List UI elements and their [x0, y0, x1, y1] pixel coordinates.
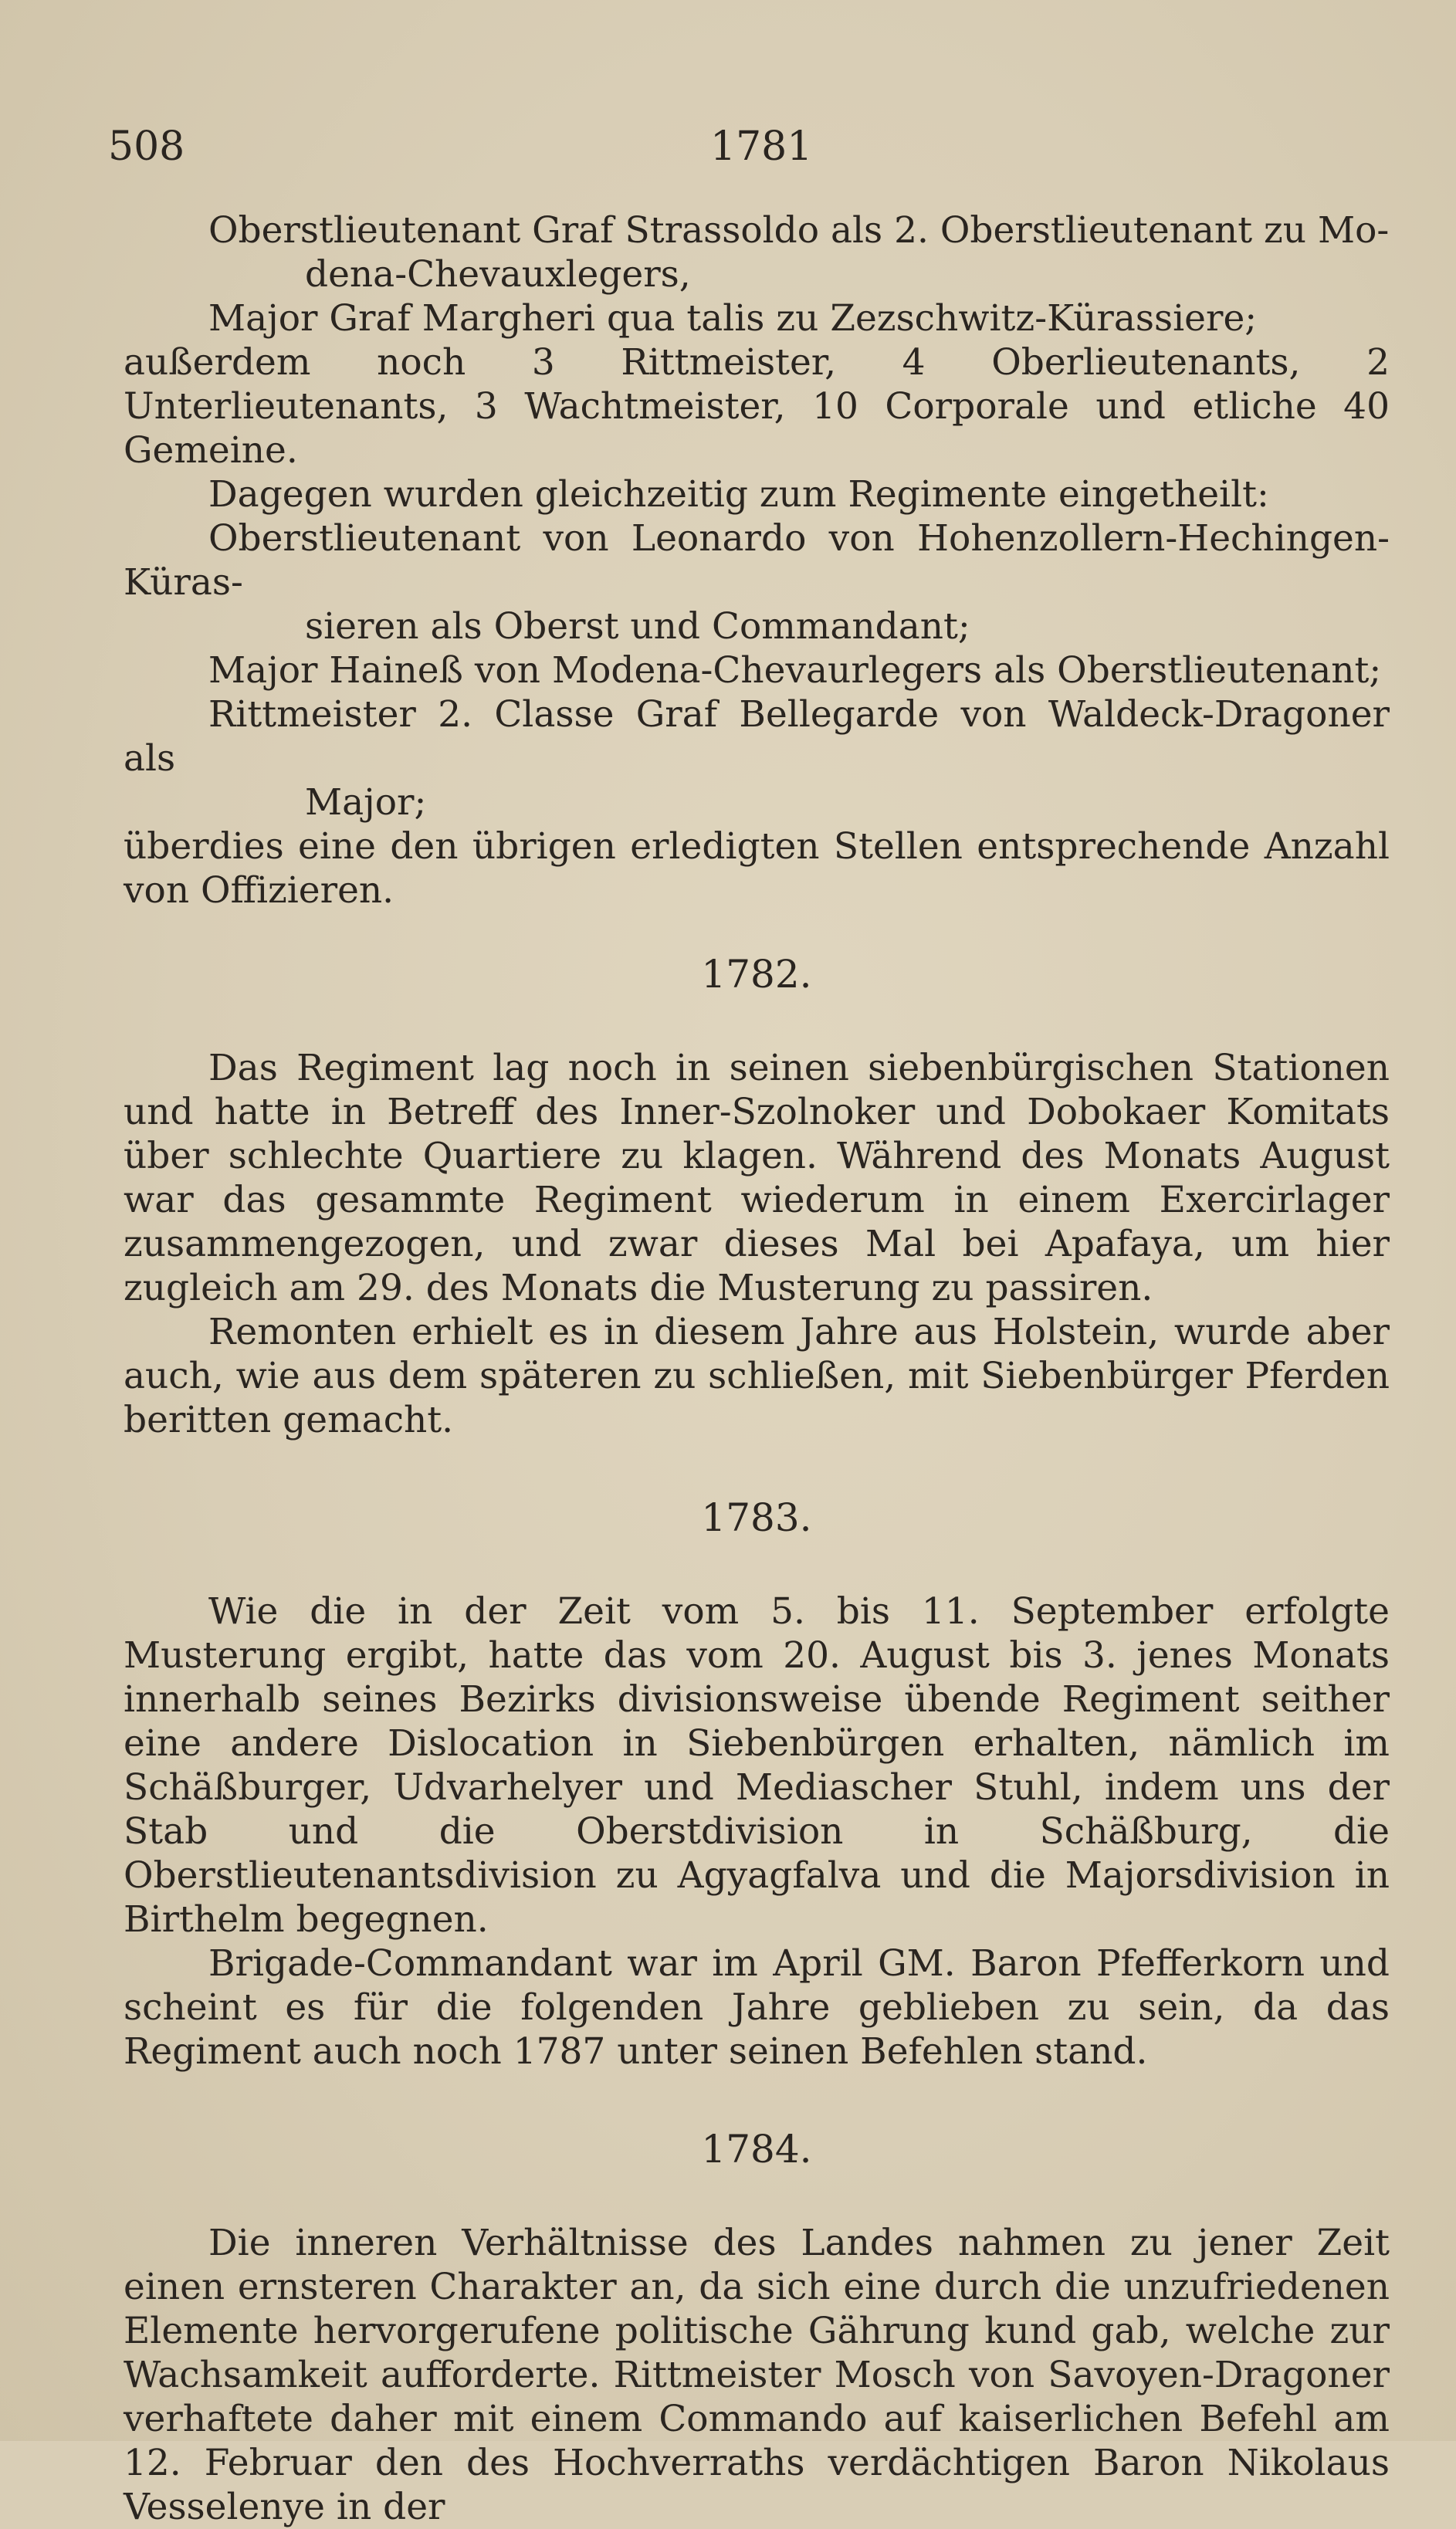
paragraph: Das Regiment lag noch in seinen siebenbürgischen Stationen und hatte in Betreff des Inner-Szolnoker und Dobokaer Komitats über schlechte Quartiere zu klagen. Während des Monats August war das gesammte Regiment wiederum in einem Exercirlager zusammengezogen, und zwar dieses Mal bei Apafaya, um hier zugleich am 29. des Monats die Musterung zu passiren. [124, 1047, 1390, 1309]
intro-line: Oberstlieutenant Graf Strassoldo als 2. Oberstlieutenant zu Mo- [208, 209, 1390, 252]
paragraph: Brigade-Commandant war im April GM. Baron Pfefferkorn und scheint es für die folgenden Jahre geblieben zu sein, da das Regiment auch noch 1787 unter seinen Befehlen stand. [124, 1942, 1390, 2073]
page-header [108, 124, 1356, 178]
paragraph: Die inneren Verhältnisse des Landes nahmen zu jener Zeit einen ernsteren Charakter an, da sich eine durch die unzufriedenen Elemente hervorgerufene politische Gährung kund gab, welche zur Wachsamkeit aufforderte. Rittmeister Mosch von Savoyen-Dragoner verhaftete daher mit einem Commando auf kaiserlichen Befehl am 12. Februar den des Hochverraths verdächtigen Baron Nikolaus Vesselenye in der [124, 2222, 1390, 2528]
section-title-1782: 1782. [701, 952, 812, 997]
intro-paragraph: außerdem noch 3 Rittmeister, 4 Oberlieutenants, 2 Unterlieutenants, 3 Wachtmeister, 10 Corporale und etliche 40 Gemeine. [124, 341, 1390, 472]
paragraph: Wie die in der Zeit vom 5. bis 11. September erfolgte Musterung ergibt, hatte das vom 20. August bis 3. jenes Monats innerhalb seines Bezirks divisionsweise übende Regiment seither eine andere Dislocation in Siebenbürgen erhalten, nämlich im Schäßburger, Udvarhelyer und Mediascher Stuhl, indem uns der Stab und die Oberstdivision in Schäßburg, die Oberstlieutenantsdivision zu Agyagfalva und die Majorsdivision in Birthelm begegnen. [124, 1590, 1390, 1941]
intro-line: Oberstlieutenant von Leonardo von Hohenzollern-Hechingen-Küras- [124, 517, 1390, 604]
intro-line: sieren als Oberst und Commandant; [305, 605, 970, 648]
intro-paragraph: überdies eine den übrigen erledigten Stellen entsprechende Anzahl von Offizieren. [124, 825, 1390, 912]
section-title-1784: 1784. [701, 2127, 812, 2172]
intro-line: Rittmeister 2. Classe Graf Bellegarde von Waldeck-Dragoner als [124, 693, 1390, 780]
intro-line: Major; [305, 781, 427, 824]
paragraph: Remonten erhielt es in diesem Jahre aus Holstein, wurde aber auch, wie aus dem späteren zu schließen, mit Siebenbürger Pferden beritten gemacht. [124, 1311, 1390, 1441]
intro-line: dena-Chevauxlegers, [305, 253, 691, 296]
page-number: 508 [108, 124, 185, 170]
intro-line: Dagegen wurden gleichzeitig zum Regimente eingetheilt: [208, 473, 1269, 516]
section-title-1783: 1783. [701, 1495, 812, 1540]
intro-line: Major Graf Margheri qua talis zu Zezschwitz-Kürassiere; [208, 297, 1258, 340]
body-text [124, 208, 1390, 2529]
intro-line: Major Haineß von Modena-Chevaurlegers als Oberstlieutenant; [208, 649, 1382, 692]
running-year: 1781 [710, 124, 813, 170]
